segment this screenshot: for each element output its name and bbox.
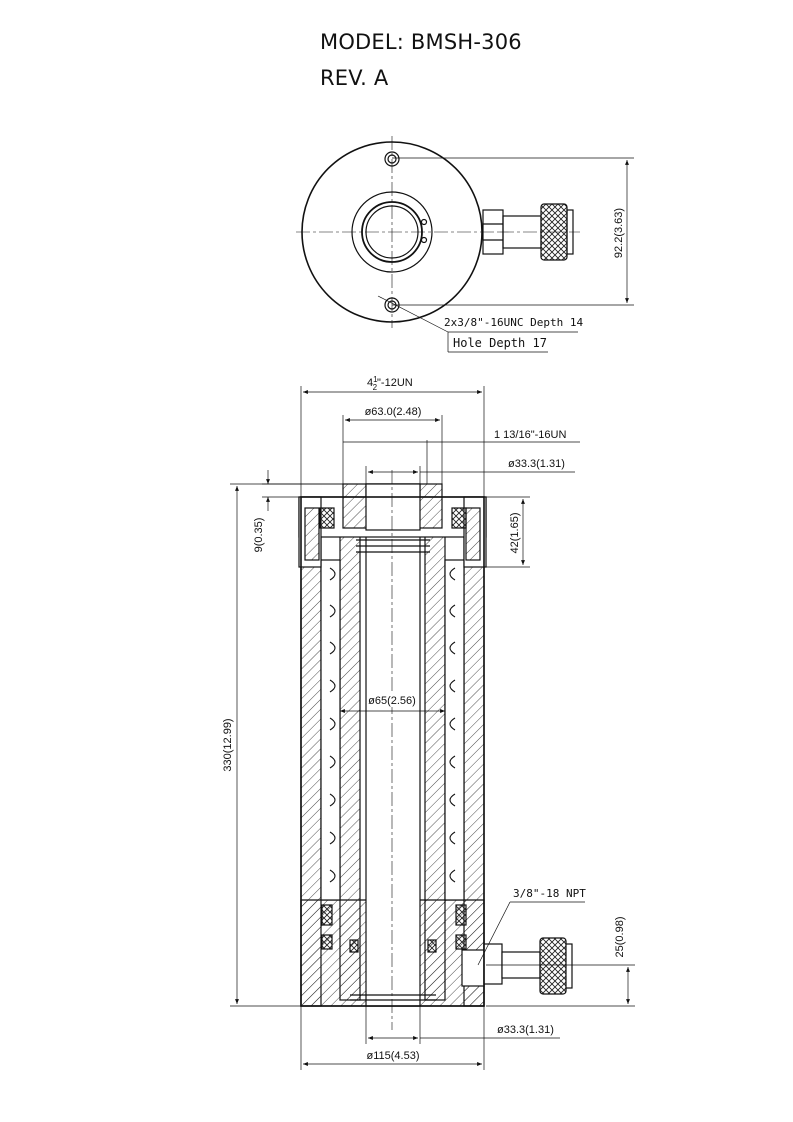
top-view (296, 136, 580, 328)
plunger-thread-label: 1 13/16"-16UN (494, 429, 567, 441)
port-fitting (462, 950, 484, 986)
top-view-height-dimension (392, 158, 634, 305)
plunger-wall-left (340, 520, 360, 1000)
revision-label: REV. A (320, 66, 389, 90)
top-view-height-label: 92.2(3.63) (613, 207, 625, 259)
port-thread-label: 3/8"-18 NPT (513, 887, 586, 900)
bore-diameter-label: ø63.0(2.48) (364, 406, 422, 418)
plunger-wall-right (425, 520, 445, 1000)
outer-diameter-label: ø115(4.53) (366, 1050, 420, 1062)
thread-note: 2x3/8"-16UNC Depth 14 (444, 316, 584, 329)
collar-thread-label: $4^1$ 2"-12UN (367, 375, 413, 392)
section-view (299, 484, 572, 1006)
bottom-hole-diameter-label: ø33.3(1.31) (497, 1024, 554, 1036)
overall-height-label: 330(12.99) (222, 718, 234, 772)
center-bore (366, 484, 420, 1006)
plunger-diameter-label: ø65(2.56) (368, 695, 416, 707)
port-height-label: 25(0.98) (614, 916, 626, 958)
port-coupler-knurl (540, 938, 566, 994)
top-hole-diameter-label: ø33.3(1.31) (508, 458, 565, 470)
model-title: MODEL: BMSH-306 (320, 30, 522, 54)
thread-length-label: 42(1.65) (509, 512, 521, 554)
collar-height-label: 9(0.35) (253, 517, 265, 553)
hole-depth-note: Hole Depth 17 (453, 336, 547, 350)
